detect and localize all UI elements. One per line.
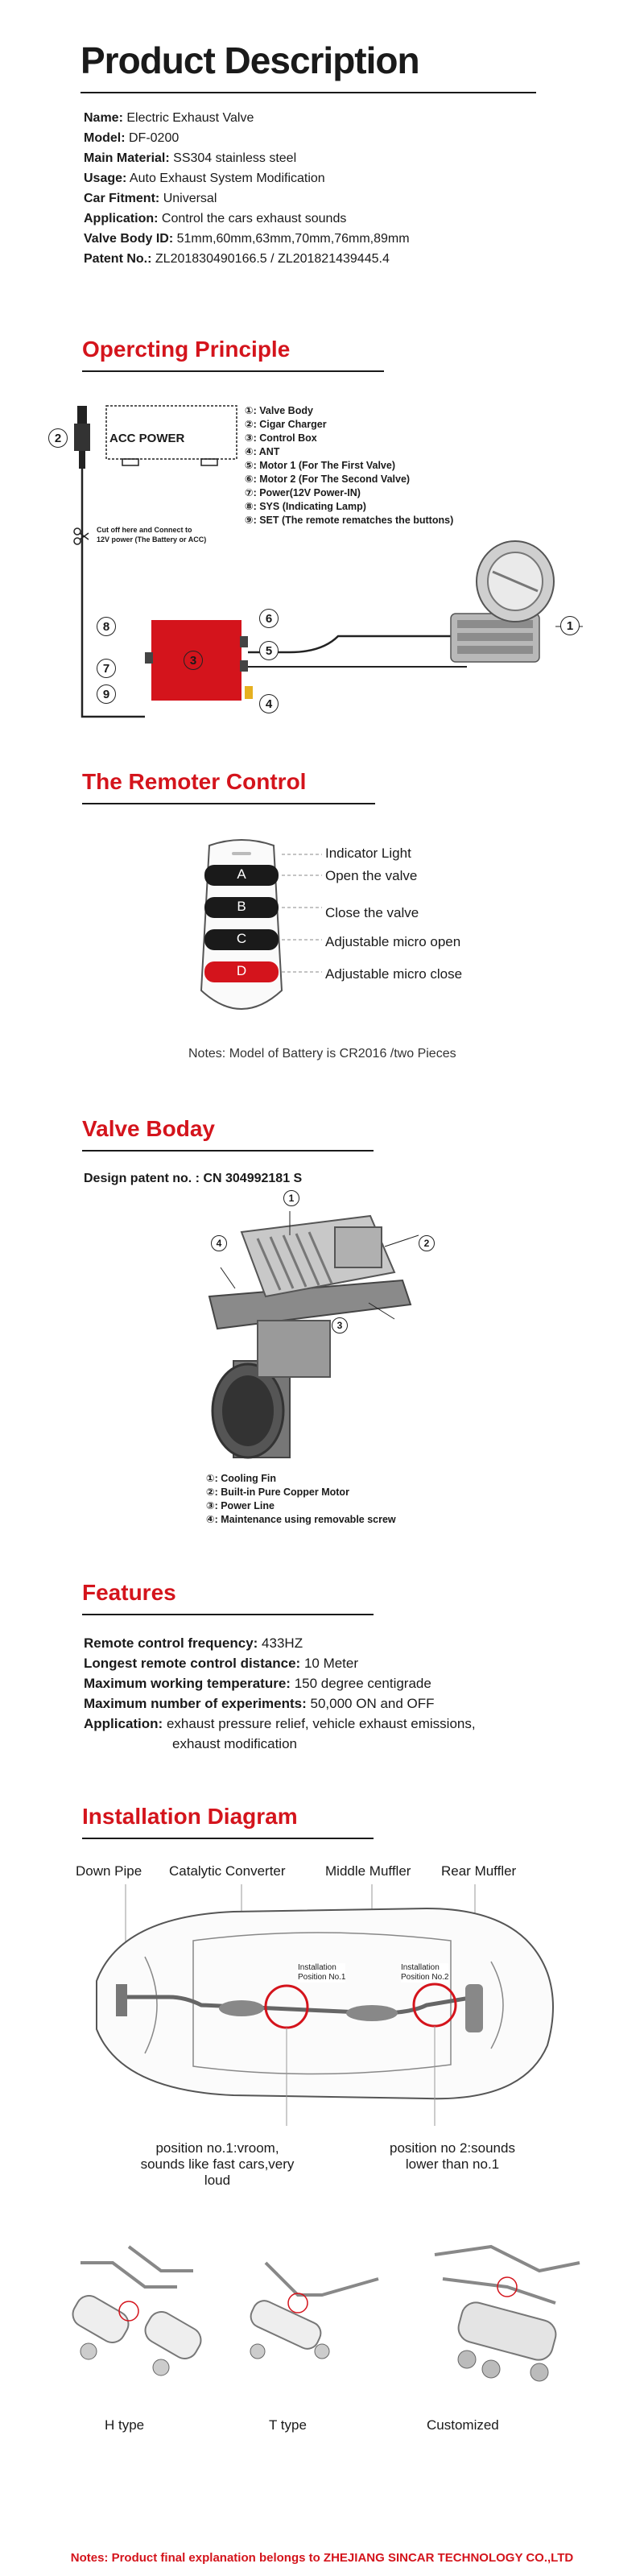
legend-item: ①: Cooling Fin: [206, 1473, 276, 1484]
down-pipe: [116, 1984, 127, 2016]
h-type-exhaust: [68, 2247, 206, 2375]
remote-button-c-label: C: [236, 931, 247, 946]
car-diagram: [72, 1884, 572, 2126]
spec-row: Name: Electric Exhaust Valve: [84, 111, 254, 125]
page-title: Product Description: [80, 39, 419, 81]
feature-list: [84, 1633, 476, 1754]
rear-muffler: [465, 1984, 483, 2032]
customized-exhaust: [435, 2247, 580, 2381]
legend-item: ⑤: Motor 1 (For The First Valve): [245, 460, 395, 471]
spec-row: Valve Body ID: 51mm,60mm,63mm,70mm,76mm,89mm: [84, 232, 410, 246]
spec-row: Main Material: SS304 stainless steel: [84, 151, 297, 165]
legend-item: ①: Valve Body: [245, 405, 313, 416]
remote-label: Close the valve: [325, 905, 419, 920]
spec-row: Patent No.: ZL201830490166.5 / ZL201821439445.4: [84, 252, 390, 266]
t-type-exhaust: [247, 2263, 378, 2359]
valve-title: Valve Boday: [82, 1116, 215, 1141]
h-type-label: H type: [105, 2417, 145, 2433]
position-2-description: position no 2:sounds lower than no.1: [390, 2140, 515, 2172]
legend-item: ③: Control Box: [245, 432, 317, 444]
valve-body-icon: [451, 541, 554, 662]
installation-divider: [82, 1838, 374, 1839]
remote-label: Adjustable micro open: [325, 934, 461, 949]
feature-row: Longest remote control distance: 10 Meter: [84, 1656, 359, 1671]
spec-row: Car Fitment: Universal: [84, 192, 217, 205]
remote-divider: [82, 803, 375, 804]
feature-row: Maximum number of experiments: 50,000 ON and OFF: [84, 1696, 435, 1711]
legend-item: ⑧: SYS (Indicating Lamp): [245, 501, 366, 512]
position-1-description: position no.1:vroom, sounds like fast cars,very loud: [140, 2140, 295, 2188]
legend-item: ④: Maintenance using removable screw: [206, 1514, 396, 1525]
label-down-pipe: Down Pipe: [76, 1863, 142, 1879]
label-catalytic-converter: Catalytic Converter: [169, 1863, 286, 1879]
valve-callout-3: 3: [332, 1317, 348, 1333]
principle-title: Opercting Principle: [82, 337, 291, 362]
label-rear-muffler: Rear Muffler: [441, 1863, 517, 1879]
principle-legend: [245, 404, 453, 527]
legend-item: ⑨: SET (The remote rematches the buttons): [245, 515, 454, 526]
customized-label: Customized: [427, 2417, 499, 2433]
power-wire: [82, 469, 145, 717]
features-divider: [82, 1614, 374, 1615]
legend-item: ⑥: Motor 2 (For The Second Valve): [245, 473, 411, 485]
callout-6: 6: [259, 609, 279, 628]
callout-1: 1: [560, 616, 580, 635]
ant-connector: [245, 686, 253, 699]
features-title: Features: [82, 1580, 176, 1605]
valve-callout-2: 2: [419, 1235, 435, 1251]
valve-divider: [82, 1150, 374, 1152]
remote-button-d-label: D: [236, 963, 247, 978]
remote-title: The Remoter Control: [82, 769, 307, 794]
catalytic-converter: [219, 2000, 264, 2016]
cut-note: Cut off here and Connect to 12V power (The Battery or ACC): [97, 526, 207, 544]
middle-muffler: [346, 2005, 398, 2021]
principle-divider: [82, 370, 384, 372]
valve-legend: [206, 1472, 396, 1527]
design-patent: Design patent no. : CN 304992181 S: [84, 1172, 303, 1185]
footer-note: Notes: Product final explanation belongs to ZHEJIANG SINCAR TECHNOLOGY CO.,LTD: [70, 2551, 574, 2565]
callout-5: 5: [259, 641, 279, 660]
callout-2: 2: [48, 428, 68, 448]
battery-note: Notes: Model of Battery is CR2016 /two Pieces: [188, 1047, 456, 1061]
spec-row: Model: DF-0200: [84, 131, 180, 145]
feature-row: Application: exhaust pressure relief, vehicle exhaust emissions,: [84, 1716, 476, 1731]
title-divider: [80, 92, 536, 93]
feature-row: Remote control frequency: 433HZ: [84, 1635, 303, 1651]
remote-label: Open the valve: [325, 868, 418, 883]
installation-title: Installation Diagram: [82, 1804, 298, 1829]
callout-7: 7: [97, 659, 116, 678]
remote-label: Indicator Light: [325, 846, 411, 861]
legend-item: ③: Power Line: [206, 1500, 275, 1511]
spec-list: [84, 108, 410, 269]
cigar-charger-icon: [74, 406, 90, 469]
valve-callout-4: 4: [211, 1235, 227, 1251]
acc-power-label: ACC POWER: [109, 432, 185, 445]
t-type-label: T type: [269, 2417, 307, 2433]
legend-item: ⑦: Power(12V Power-IN): [245, 487, 361, 498]
indicator-light-icon: [232, 852, 251, 855]
spec-row: Application: Control the cars exhaust sounds: [84, 212, 347, 225]
legend-item: ④: ANT: [245, 446, 280, 457]
legend-item: ②: Built-in Pure Copper Motor: [206, 1486, 349, 1498]
position-1-tag: Installation Position No.1: [298, 1963, 346, 1982]
callout-8: 8: [97, 617, 116, 636]
spec-row: Usage: Auto Exhaust System Modification: [84, 172, 325, 185]
exhaust-types: [56, 2231, 588, 2400]
callout-9: 9: [97, 684, 116, 704]
legend-item: ②: Cigar Charger: [245, 419, 327, 430]
remote-button-a-label: A: [237, 866, 246, 882]
callout-4: 4: [259, 694, 279, 713]
callout-3: 3: [184, 651, 203, 670]
position-2-tag: Installation Position No.2: [401, 1963, 449, 1982]
remote-label: Adjustable micro close: [325, 966, 463, 982]
label-middle-muffler: Middle Muffler: [325, 1863, 411, 1879]
valve-callout-1: 1: [283, 1190, 299, 1206]
feature-row: Maximum working temperature: 150 degree centigrade: [84, 1676, 431, 1691]
car-outline: [97, 1908, 553, 2098]
feature-row: exhaust modification: [172, 1736, 297, 1751]
remote-button-b-label: B: [237, 899, 246, 914]
